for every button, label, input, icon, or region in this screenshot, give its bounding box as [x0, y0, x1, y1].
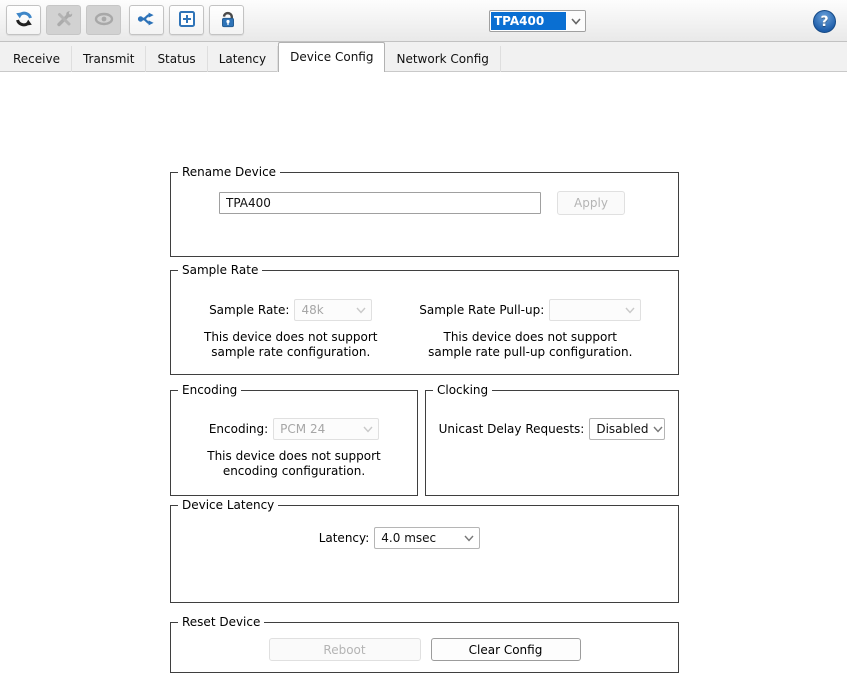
- lock-button[interactable]: [209, 5, 244, 35]
- device-selector-value: TPA400: [491, 12, 566, 30]
- tab-latency[interactable]: Latency: [208, 46, 278, 72]
- clear-config-button[interactable]: Clear Config: [431, 638, 581, 661]
- sample-rate-pullup-select[interactable]: [549, 299, 641, 321]
- refresh-button[interactable]: [6, 5, 41, 35]
- rename-device-legend: Rename Device: [178, 165, 280, 179]
- chevron-down-icon: [356, 307, 366, 314]
- unicast-delay-requests-select[interactable]: [589, 418, 665, 440]
- tab-receive[interactable]: Receive: [2, 46, 72, 72]
- multicast-button[interactable]: [129, 5, 164, 35]
- chevron-down-icon: [653, 426, 663, 433]
- encoding-note: This device does not support encoding configuration.: [207, 449, 381, 478]
- latency-label: Latency:: [318, 531, 370, 545]
- eye-icon: [93, 8, 115, 33]
- encoding-value: PCM 24: [280, 422, 326, 436]
- sample-rate-legend: Sample Rate: [178, 263, 262, 277]
- tab-network-config[interactable]: Network Config: [385, 46, 500, 72]
- reset-device-group: [170, 615, 679, 673]
- apply-button[interactable]: Apply: [557, 191, 625, 215]
- sample-rate-pullup-label: Sample Rate Pull-up:: [419, 303, 545, 317]
- sample-rate-note: This device does not support sample rate configuration.: [203, 330, 378, 359]
- device-name-input[interactable]: [219, 192, 541, 214]
- help-button[interactable]: [813, 10, 836, 33]
- device-latency-group: [170, 498, 679, 603]
- chevron-down-icon: [625, 307, 635, 314]
- unicast-delay-requests-value: Disabled: [596, 422, 649, 436]
- rename-device-group: [170, 165, 679, 257]
- chevron-down-icon: [363, 426, 373, 433]
- chevron-down-icon: [567, 11, 585, 31]
- sample-rate-group: [170, 263, 679, 375]
- toolbar: [0, 0, 847, 42]
- sample-rate-value: 48k: [301, 303, 324, 317]
- clocking-legend: Clocking: [433, 383, 492, 397]
- encoding-select[interactable]: [273, 418, 379, 440]
- tab-transmit[interactable]: Transmit: [72, 46, 146, 72]
- add-device-icon: [176, 8, 198, 33]
- refresh-icon: [13, 8, 35, 33]
- tab-status[interactable]: Status: [146, 46, 207, 72]
- identify-button[interactable]: [86, 5, 121, 35]
- tools-icon: [53, 8, 75, 33]
- encoding-label: Encoding:: [208, 422, 269, 436]
- reboot-button[interactable]: Reboot: [269, 638, 421, 661]
- tab-device-config[interactable]: Device Config: [278, 42, 385, 72]
- device-latency-legend: Device Latency: [178, 498, 278, 512]
- help-icon: ?: [820, 13, 829, 30]
- reset-device-legend: Reset Device: [178, 615, 264, 629]
- clocking-group: [425, 383, 679, 496]
- unicast-delay-requests-label: Unicast Delay Requests:: [438, 422, 585, 436]
- chevron-down-icon: [464, 535, 474, 542]
- latency-value: 4.0 msec: [381, 531, 437, 545]
- lock-icon: [216, 8, 238, 33]
- sample-rate-label: Sample Rate:: [209, 303, 290, 317]
- device-config-panel: [0, 72, 847, 678]
- tab-strip: [0, 42, 847, 72]
- config-button[interactable]: [46, 5, 81, 35]
- routing-icon: [136, 8, 158, 33]
- encoding-group: [170, 383, 418, 496]
- sample-rate-pullup-note: This device does not support sample rate pull-up configuration.: [428, 330, 633, 359]
- sample-rate-select[interactable]: [294, 299, 372, 321]
- encoding-legend: Encoding: [178, 383, 241, 397]
- add-device-button[interactable]: [169, 5, 204, 35]
- device-selector[interactable]: [489, 10, 586, 32]
- latency-select[interactable]: [374, 527, 480, 549]
